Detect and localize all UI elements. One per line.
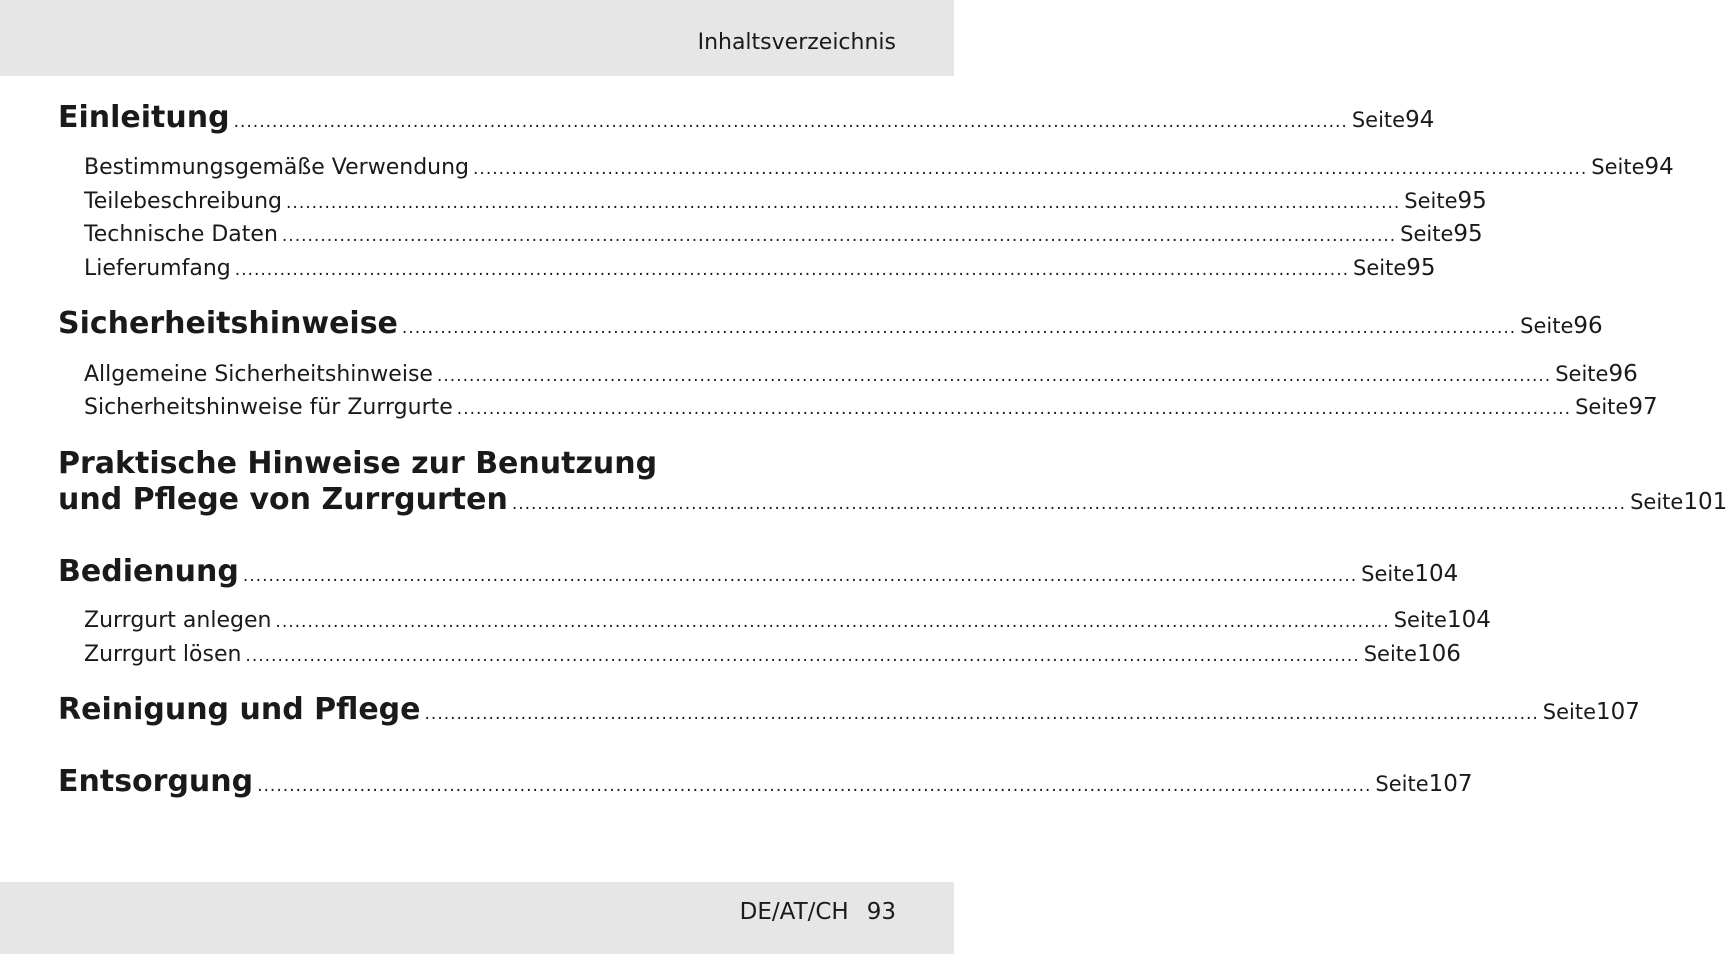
- toc-entry-title: Zurrgurt anlegen: [84, 608, 272, 633]
- seite-label: Seite: [1630, 490, 1684, 514]
- toc-page-number: 95: [1406, 255, 1436, 281]
- seite-label: Seite: [1555, 362, 1609, 386]
- seite-label: Seite: [1393, 608, 1447, 632]
- footer: [740, 896, 896, 928]
- header-section-title: Inhaltsverzeichnis: [697, 30, 896, 55]
- toc-entry-title: Reinigung und Pflege: [58, 692, 421, 727]
- toc-entry-lieferumfang[interactable]: [84, 255, 1436, 281]
- seite-label: Seite: [1404, 189, 1458, 213]
- toc-entry-title: Teilebeschreibung: [84, 189, 283, 214]
- toc-entry-praktische-hinweise[interactable]: [58, 446, 1727, 517]
- toc-page-number: 107: [1596, 699, 1640, 725]
- dot-leader: ..............................................................................................................................................................................: [234, 260, 1350, 280]
- toc-entry-title-line1: Praktische Hinweise zur Benutzung: [58, 446, 658, 481]
- toc-entry-entsorgung[interactable]: [58, 764, 1473, 799]
- dot-leader: ..............................................................................................................................................................................: [286, 193, 1401, 213]
- toc-entry-title: Entsorgung: [58, 764, 254, 799]
- toc-entry-title-line2: und Pflege von Zurrgurten: [58, 482, 508, 517]
- toc-page-number: 104: [1414, 561, 1459, 587]
- seite-label: Seite: [1361, 562, 1415, 586]
- header-bar: [0, 0, 954, 76]
- toc-page-number: 95: [1457, 188, 1487, 214]
- toc-entry-title: Bedienung: [58, 554, 239, 589]
- seite-label: Seite: [1375, 772, 1429, 796]
- toc-entry-zurrgurt-anlegen[interactable]: [84, 607, 1491, 633]
- seite-label: Seite: [1520, 314, 1574, 338]
- toc-page-number: 104: [1446, 607, 1491, 633]
- toc-page-number: 95: [1453, 221, 1483, 247]
- dot-leader: ..............................................................................................................................................................................: [473, 159, 1588, 179]
- toc-entry-title: Einleitung: [58, 100, 230, 135]
- toc-entry-sicherheitshinweise[interactable]: [58, 306, 1603, 341]
- dot-leader: ..............................................................................................................................................................................: [281, 226, 1397, 246]
- toc-entry-line2: [58, 482, 1727, 517]
- seite-label: Seite: [1400, 222, 1454, 246]
- toc-entry-zurrgurt-loesen[interactable]: [84, 641, 1461, 667]
- footer-bar: [0, 882, 954, 954]
- seite-label: Seite: [1351, 108, 1406, 132]
- toc-entry-allgemeine-sicherheitshinweise[interactable]: [84, 361, 1638, 387]
- dot-leader: ..............................................................................................................................................................................: [436, 366, 1552, 386]
- dot-leader: ..............................................................................................................................................................................: [401, 318, 1517, 338]
- dot-leader: ..............................................................................................................................................................................: [456, 399, 1572, 419]
- toc-entry-title: Bestimmungsgemäße Verwendung: [84, 155, 470, 180]
- dot-leader: ..............................................................................................................................................................................: [233, 112, 1348, 132]
- seite-label: Seite: [1353, 256, 1407, 280]
- toc-page-number: 106: [1416, 641, 1461, 667]
- toc-entry-title: Lieferumfang: [84, 256, 231, 281]
- toc-entry-title: Sicherheitshinweise für Zurrgurte: [84, 395, 453, 420]
- toc-entry-title: Sicherheitshinweise: [58, 306, 398, 341]
- dot-leader: ..............................................................................................................................................................................: [275, 612, 1390, 632]
- footer-page-number: 93: [866, 899, 896, 925]
- toc-page-number: 101: [1683, 489, 1727, 515]
- toc-page-number: 97: [1628, 394, 1658, 420]
- toc-entry-bestimmungsgemaesse-verwendung[interactable]: [84, 154, 1674, 180]
- toc-entry-bedienung[interactable]: [58, 554, 1459, 589]
- dot-leader: ..............................................................................................................................................................................: [245, 646, 1360, 666]
- dot-leader: ..............................................................................................................................................................................: [511, 494, 1627, 514]
- toc-entry-technische-daten[interactable]: [84, 221, 1483, 247]
- dot-leader: ..............................................................................................................................................................................: [242, 566, 1358, 586]
- toc-page-number: 96: [1608, 361, 1638, 387]
- toc-page-number: 94: [1644, 154, 1674, 180]
- seite-label: Seite: [1575, 395, 1629, 419]
- toc-page-number: 94: [1405, 107, 1435, 133]
- toc-entry-sicherheitshinweise-zurrgurte[interactable]: [84, 394, 1658, 420]
- seite-label: Seite: [1542, 700, 1597, 724]
- footer-region: DE/AT/CH: [739, 899, 849, 925]
- toc-entry-teilebeschreibung[interactable]: [84, 188, 1487, 214]
- seite-label: Seite: [1591, 155, 1645, 179]
- toc-entry-title: Zurrgurt lösen: [84, 642, 242, 667]
- toc-entry-einleitung[interactable]: [58, 100, 1435, 135]
- dot-leader: ..............................................................................................................................................................................: [257, 776, 1372, 796]
- seite-label: Seite: [1363, 642, 1417, 666]
- toc-entry-reinigung-und-pflege[interactable]: [58, 692, 1640, 727]
- dot-leader: ..............................................................................................................................................................................: [424, 704, 1539, 724]
- toc-entry-title: Allgemeine Sicherheitshinweise: [84, 362, 433, 387]
- toc-page-number: 96: [1573, 313, 1603, 339]
- toc-entry-title: Technische Daten: [84, 222, 278, 247]
- toc-page-number: 107: [1428, 771, 1473, 797]
